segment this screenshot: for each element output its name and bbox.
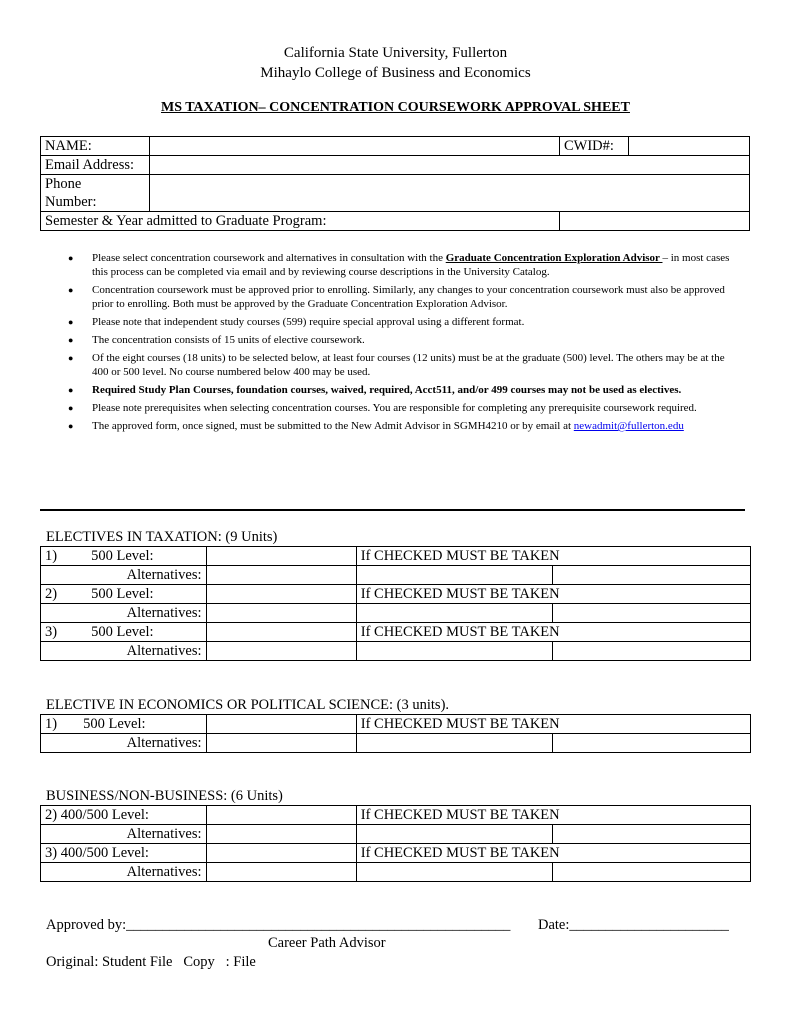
alternative-field[interactable] xyxy=(356,642,552,661)
divider xyxy=(40,509,745,511)
instructions-list xyxy=(68,251,738,437)
course-level-label: 2) 500 Level: xyxy=(41,585,207,604)
alternative-field[interactable] xyxy=(552,863,750,882)
econ-elective-heading: ELECTIVE IN ECONOMICS OR POLITICAL SCIENCE: (3 units). xyxy=(46,697,450,713)
tax-electives-table xyxy=(40,546,751,661)
cwid-label: CWID#: xyxy=(560,137,629,156)
student-info-table xyxy=(40,136,750,231)
alternatives-label: Alternatives: xyxy=(41,604,207,623)
advisor-link[interactable]: Graduate Concentration Exploration Advisor xyxy=(445,252,663,264)
university-name: California State University, Fullerton xyxy=(283,45,508,61)
list-item: ● Required Study Plan Courses, foundation courses, waived, required, Acct511, and/or 499 courses may not be used as electives. xyxy=(68,383,738,397)
course-level-label: 1) 500 Level: xyxy=(41,547,207,566)
semester-field[interactable] xyxy=(560,212,750,231)
course-level-label: 3) 500 Level: xyxy=(41,623,207,642)
alternative-field[interactable] xyxy=(552,604,750,623)
alternative-field[interactable] xyxy=(206,642,356,661)
cwid-field[interactable] xyxy=(629,137,750,156)
email-label: Email Address: xyxy=(41,156,150,175)
alternative-field[interactable] xyxy=(356,825,552,844)
course-field[interactable] xyxy=(206,623,356,642)
business-electives-heading: BUSINESS/NON-BUSINESS: (6 Units) xyxy=(46,788,283,804)
name-label: NAME: xyxy=(41,137,150,156)
course-field[interactable] xyxy=(206,715,356,734)
course-field[interactable] xyxy=(206,547,356,566)
alternative-field[interactable] xyxy=(356,734,552,753)
list-item: ● Of the eight courses (18 units) to be selected below, at least four courses (12 units) must be at the graduate (500) level. The others may be at the 400 or 500 level. No course numbered below 400 may be used. xyxy=(68,351,738,379)
distribution-note: Original: Student File Copy : File xyxy=(46,954,256,970)
alternative-field[interactable] xyxy=(552,825,750,844)
alternative-field[interactable] xyxy=(206,604,356,623)
checked-note: If CHECKED MUST BE TAKEN xyxy=(356,715,750,734)
college-name: Mihaylo College of Business and Economics xyxy=(260,65,531,81)
alternative-field[interactable] xyxy=(552,642,750,661)
alternative-field[interactable] xyxy=(356,566,552,585)
name-field[interactable] xyxy=(150,137,560,156)
date-line[interactable]: Date:______________________ xyxy=(538,917,729,933)
alternative-field[interactable] xyxy=(206,863,356,882)
checked-note: If CHECKED MUST BE TAKEN xyxy=(356,547,750,566)
course-field[interactable] xyxy=(206,806,356,825)
alternative-field[interactable] xyxy=(206,825,356,844)
email-link[interactable]: newadmit@fullerton.edu xyxy=(573,420,684,432)
list-item: ● Please note prerequisites when selecting concentration courses. You are responsible for completing any prerequisite coursework required. xyxy=(68,401,738,415)
econ-elective-table xyxy=(40,714,751,753)
tax-electives-heading: ELECTIVES IN TAXATION: (9 Units) xyxy=(46,529,278,545)
email-field[interactable] xyxy=(150,156,750,175)
list-item: ● Please note that independent study courses (599) require special approval using a different format. xyxy=(68,315,738,329)
alternatives-label: Alternatives: xyxy=(41,566,207,585)
alternatives-label: Alternatives: xyxy=(41,863,207,882)
alternative-field[interactable] xyxy=(206,734,356,753)
page-title: MS TAXATION– CONCENTRATION COURSEWORK APPROVAL SHEET xyxy=(161,100,630,115)
checked-note: If CHECKED MUST BE TAKEN xyxy=(356,585,750,604)
list-item: ● The concentration consists of 15 units of elective coursework. xyxy=(68,333,738,347)
semester-label: Semester & Year admitted to Graduate Program: xyxy=(41,212,560,231)
business-electives-table xyxy=(40,805,751,882)
checked-note: If CHECKED MUST BE TAKEN xyxy=(356,844,750,863)
list-item: ● The approved form, once signed, must be submitted to the New Admit Advisor in SGMH4210 or by email at newadmit@fullerton.edu xyxy=(68,419,738,433)
advisor-caption: Career Path Advisor xyxy=(268,935,386,951)
checked-note: If CHECKED MUST BE TAKEN xyxy=(356,623,750,642)
alternatives-label: Alternatives: xyxy=(41,825,207,844)
phone-field[interactable] xyxy=(150,175,750,212)
alternative-field[interactable] xyxy=(552,734,750,753)
alternative-field[interactable] xyxy=(356,604,552,623)
checked-note: If CHECKED MUST BE TAKEN xyxy=(356,806,750,825)
approved-by-line[interactable]: Approved by:_____________________________________________________ xyxy=(46,917,511,933)
course-field[interactable] xyxy=(206,844,356,863)
alternatives-label: Alternatives: xyxy=(41,642,207,661)
course-level-label: 3) 400/500 Level: xyxy=(41,844,207,863)
course-level-label: 1) 500 Level: xyxy=(41,715,207,734)
list-item: ● Concentration coursework must be approved prior to enrolling. Similarly, any changes to your concentration coursework must also be approved prior to enrolling. Both must be approved by the Graduate Concentration Exploration Advisor. xyxy=(68,283,738,311)
course-level-label: 2) 400/500 Level: xyxy=(41,806,207,825)
alternative-field[interactable] xyxy=(356,863,552,882)
phone-label: Phone Number: xyxy=(41,175,150,212)
alternatives-label: Alternatives: xyxy=(41,734,207,753)
alternative-field[interactable] xyxy=(206,566,356,585)
course-field[interactable] xyxy=(206,585,356,604)
list-item: ● Please select concentration coursework and alternatives in consultation with the Graduate Concentration Exploration Advisor – in most cases this process can be completed via email and by reviewing course descriptions in the University Catalog. xyxy=(68,251,738,279)
alternative-field[interactable] xyxy=(552,566,750,585)
